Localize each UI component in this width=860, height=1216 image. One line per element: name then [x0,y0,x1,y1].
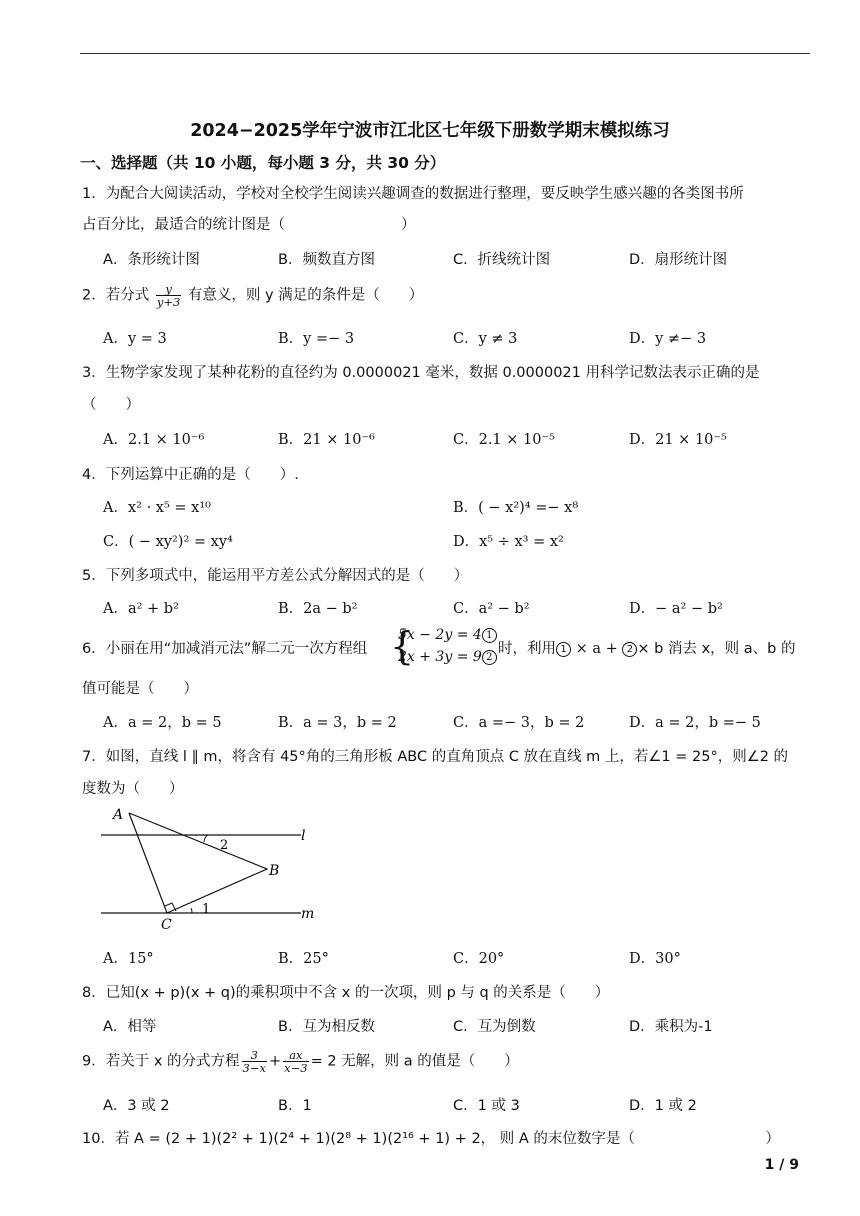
circled-2-icon: 2 [482,650,497,665]
q7-line1: 7．如图，直线 l ∥ m，将含有 45°角的三角形板 ABC 的直角顶点 C 放在直线 m 上，若∠1 = 25°，则∠2 的 [82,749,789,765]
q4-option-a[interactable]: A．x² · x⁵ = x¹⁰ [103,500,211,516]
q5-line1: 5．下列多项式中，能运用平方差公式分解因式的是（ ） [82,568,469,584]
q4-line1: 4．下列运算中正确的是（ ）. [82,467,299,483]
q5-option-a[interactable]: A．a² + b² [103,601,179,617]
q9-option-c[interactable]: C．1 或 3 [453,1098,520,1114]
q9-stem: 9．若关于 x 的分式方程 $\frac{3}{3-x}$ + $\frac{ax}{x-3}$ = 2 无解，则 a 的值是（ ） [82,1048,519,1075]
q7-option-c[interactable]: C．20° [453,951,505,967]
page-title: 2024−2025学年宁波市江北区七年级下册数学期末模拟练习 [190,121,670,141]
q3-option-b[interactable]: B．21 × 10⁻⁶ [278,432,375,448]
label-m: m [301,906,315,922]
q8-option-b[interactable]: B．互为相反数 [278,1019,375,1035]
q8-option-a[interactable]: A．相等 [103,1019,157,1035]
q9-option-a[interactable]: A．3 或 2 [103,1098,170,1114]
q7-option-d[interactable]: D．30° [629,951,681,967]
q8-option-d[interactable]: D．乘积为-1 [629,1019,713,1035]
q2-fraction: $\frac{y}{y+3}$ [156,282,181,309]
q1-line1: 1．为配合大阅读活动，学校对全校学生阅读兴趣调查的数据进行整理，要反映学生感兴趣的各类图书所 [82,186,744,202]
q4-option-c[interactable]: C．( − xy²)² = xy⁴ [103,534,233,550]
q5-option-c[interactable]: C．a² − b² [453,601,530,617]
circled-1-icon: 1 [556,642,571,657]
triangle-abc [129,813,267,913]
q4-option-b[interactable]: B．( − x²)⁴ =− x⁸ [453,500,579,516]
circled-1-icon: 1 [482,628,497,643]
q6-option-c[interactable]: C．a =− 3，b = 2 [453,715,585,731]
q9-fraction-1: $\frac{3}{3-x}$ [242,1048,266,1075]
q8-line1: 8．已知(x + p)(x + q)的乘积项中不含 x 的一次项，则 p 与 q 的关系是（ ） [82,985,610,1001]
header-rule [80,53,810,54]
q3-option-a[interactable]: A．2.1 × 10⁻⁶ [103,432,205,448]
q6-eq1: 5x − 2y = 4 1 [398,627,497,643]
q1-option-c[interactable]: C．折线统计图 [453,252,551,268]
q5-option-b[interactable]: B．2a − b² [278,601,358,617]
q1-option-b[interactable]: B．频数直方图 [278,252,375,268]
q3-line1: 3．生物学家发现了某种花粉的直径约为 0.0000021 毫米，数据 0.0000021 用科学记数法表示正确的是 [82,365,760,381]
q4-option-d[interactable]: D．x⁵ ÷ x³ = x² [453,534,564,550]
q9-option-d[interactable]: D．1 或 2 [629,1098,697,1114]
q9-suffix: = 2 无解，则 a 的值是（ ） [310,1053,519,1070]
q9-option-b[interactable]: B．1 [278,1098,312,1114]
q7-line2: 度数为（ ） [82,781,184,797]
q3-line2: （ ） [82,397,140,413]
q1-line2: 占百分比，最适合的统计图是（ ） [82,217,416,233]
q5-option-d[interactable]: D．− a² − b² [629,601,723,617]
q2-option-a[interactable]: A．y = 3 [103,331,167,347]
q2-option-c[interactable]: C．y ≠ 3 [453,331,518,347]
q6-line2: 值可能是（ ） [82,681,198,697]
q10-line1: 10．若 A = (2 + 1)(2² + 1)(2⁴ + 1)(2⁸ + 1)(2¹⁶ + 1) + 2， 则 A 的末位数字是（ ） [82,1131,780,1147]
q6-option-a[interactable]: A．a = 2，b = 5 [103,715,222,731]
q6-option-d[interactable]: D．a = 2，b =− 5 [629,715,761,731]
q1-option-a[interactable]: A．条形统计图 [103,252,200,268]
q8-option-c[interactable]: C．互为倒数 [453,1019,536,1035]
label-angle-2: 2 [220,838,229,853]
q7-option-b[interactable]: B．25° [278,951,329,967]
label-b: B [269,863,280,879]
label-c: C [161,917,172,933]
label-angle-1: 1 [202,902,211,917]
q2-stem [82,283,423,308]
page-number: 1 / 9 [764,1157,799,1173]
q6-prefix: 6．小丽在用“加减消元法”解二元一次方程组 [82,641,368,657]
q6-brace: { [390,624,415,668]
q6-option-b[interactable]: B．a = 3，b = 2 [278,715,397,731]
label-l: l [301,828,306,844]
q2-option-d[interactable]: D．y ≠− 3 [629,331,707,347]
q9-fraction-2: $\frac{ax}{x-3}$ [284,1048,308,1075]
q3-option-c[interactable]: C．2.1 × 10⁻⁵ [453,432,555,448]
q2-option-b[interactable]: B．y =− 3 [278,331,355,347]
q7-figure [96,804,326,934]
angle-1-arc [191,908,192,913]
q7-option-a[interactable]: A．15° [103,951,154,967]
q2-prefix: 2．若分式 [82,287,150,304]
q1-option-d[interactable]: D．扇形统计图 [629,252,728,268]
angle-2-arc [204,835,208,842]
section-heading: 一、选择题（共 10 小题，每小题 3 分，共 30 分） [80,154,446,172]
q3-option-d[interactable]: D．21 × 10⁻⁵ [629,432,727,448]
q9-prefix: 9．若关于 x 的分式方程 [82,1053,240,1070]
label-a: A [113,807,124,823]
q6-suffix: 时，利用 1 × a + 2 × b 消去 x，则 a、b 的 [498,641,796,657]
circled-2-icon: 2 [622,642,637,657]
q2-suffix: 有意义，则 y 满足的条件是（ ） [187,287,424,304]
q6-eq2: 2x + 3y = 9 2 [398,649,497,665]
